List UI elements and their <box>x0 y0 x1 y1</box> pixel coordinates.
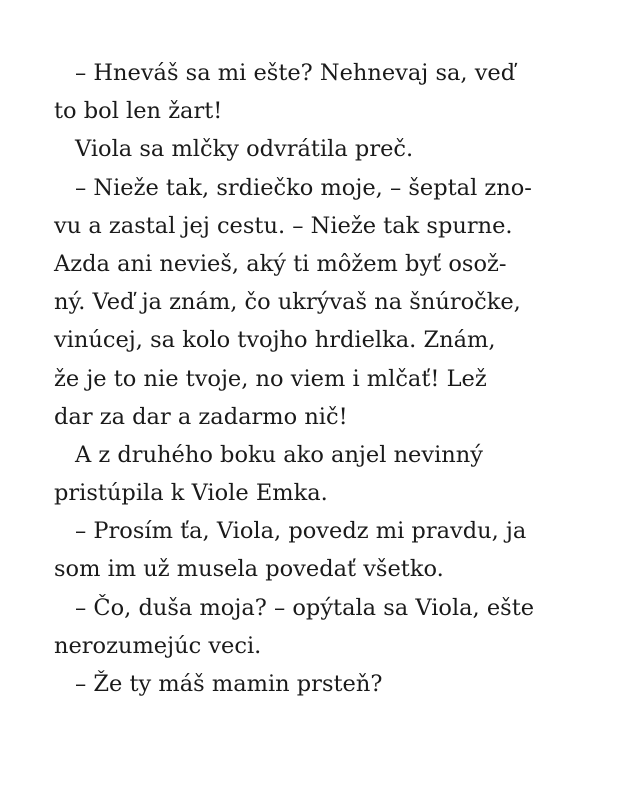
text-line-6: Azda ani nevieš, aký ti môžem byť osož- <box>54 250 507 277</box>
text-line-3: Viola sa mlčky odvrátila preč. <box>75 136 414 163</box>
text-line-4: – Nieže tak, srdiečko moje, – šeptal zno- <box>75 174 532 201</box>
text-line-14: som im už musela povedať všetko. <box>54 556 444 583</box>
text-line-11: A z druhého boku ako anjel nevinný <box>75 441 483 468</box>
text-line-2: to bol len žart! <box>54 98 223 125</box>
text-line-9: že je to nie tvoje, no viem i mlčať! Lež <box>54 365 487 392</box>
text-line-12: pristúpila k Viole Emka. <box>54 480 328 507</box>
text-line-8: vinúcej, sa kolo tvojho hrdielka. Znám, <box>54 327 496 354</box>
text-line-7: ný. Veď ja znám, čo ukrývaš na šnúročke, <box>54 289 521 316</box>
text-line-5: vu a zastal jej cestu. – Nieže tak spurne. <box>54 212 513 239</box>
text-line-17: – Že ty máš mamin prsteň? <box>75 671 383 697</box>
text-line-1: – Hneváš sa mi ešte? Nehnevaj sa, veď <box>75 60 516 86</box>
text-line-15: – Čo, duša moja? – opýtala sa Viola, ešte <box>75 594 535 621</box>
text-line-13: – Prosím ťa, Viola, povedz mi pravdu, ja <box>75 518 527 545</box>
text-line-16: nerozumejúc veci. <box>54 632 262 659</box>
text-line-10: dar za dar a zadarmo nič! <box>54 403 348 430</box>
book-page-text <box>54 54 594 703</box>
